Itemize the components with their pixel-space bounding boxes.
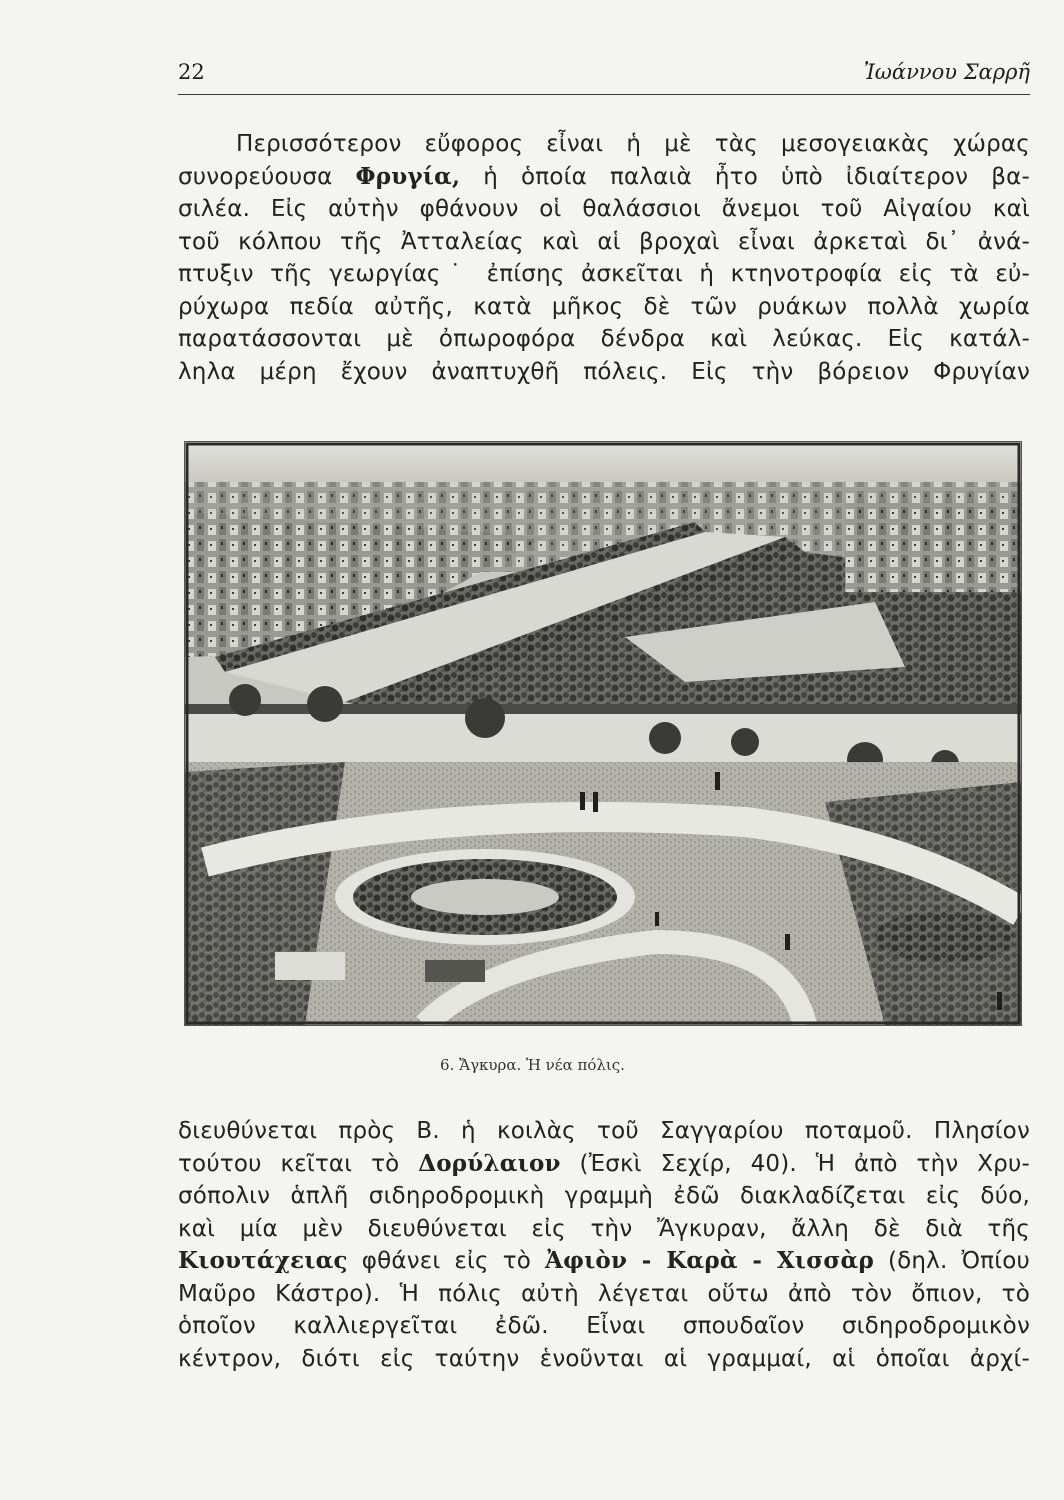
text-line [178, 1310, 1030, 1343]
text-line [178, 1343, 1030, 1376]
text-run: παρατάσσονται μὲ ὀπωροφόρα δένδρα καὶ λεύκας. Εἰς κατάλ- [178, 326, 1030, 352]
text-line [178, 1180, 1030, 1213]
text-line [178, 193, 1030, 226]
running-head-author: Ἰωάννου Σαρρῆ [863, 60, 1030, 84]
text-run: σόπολιν ἁπλῆ σιδηροδρομικὴ γραμμὴ ἐδῶ διακλαδίζεται εἰς δύο, [178, 1183, 1030, 1209]
text-run: τοῦ κόλπου τῆς Ἀτταλείας καὶ αἱ βροχαὶ εἶναι ἀρκεταὶ δι᾿ ἀνά- [178, 228, 1030, 255]
top-paragraph [178, 128, 1030, 388]
text-run: φθάνει εἰς τὸ [347, 1248, 546, 1274]
text-run: σιλέα. Εἰς αὐτὴν φθάνουν οἱ θαλάσσιοι ἄνεμοι τοῦ Αἰγαίου καὶ [178, 196, 1030, 222]
text-run: πτυξιν τῆς γεωργίας˙ ἐπίσης ἀσκεῖται ἡ κτηνοτροφία εἰς τὰ εὐ- [178, 261, 1030, 287]
text-line [178, 1148, 1030, 1181]
bottom-paragraph [178, 1115, 1030, 1375]
text-run: (Ἐσκὶ Σεχίρ, 40). Ἡ ἀπὸ τὴν Χρυ- [560, 1150, 1030, 1177]
text-run: (δηλ. Ὀπίου [873, 1248, 1030, 1274]
text-line [178, 1115, 1030, 1148]
text-run: ληλα μέρη ἔχουν ἀναπτυχθῆ πόλεις. Εἰς τὴν βόρειον Φρυγίαν [178, 358, 1030, 385]
text-run: Μαῦρο Κάστρο). Ἡ πόλις αὐτὴ λέγεται οὕτω ἀπὸ τὸν ὄπιον, τὸ [178, 1280, 1030, 1307]
text-line [178, 323, 1030, 356]
bold-place-name: Ἀφιὸν - Καρὰ - Χισσὰρ [545, 1247, 874, 1274]
text-line [178, 226, 1030, 259]
halftone-photo-ankara [184, 441, 1022, 1026]
text-line [178, 128, 1030, 161]
page-number: 22 [178, 60, 205, 84]
text-line [178, 258, 1030, 291]
text-run: ἡ ὁποία παλαιὰ ἦτο ὑπὸ ἰδιαίτερον βα- [460, 163, 1030, 190]
text-run: ρύχωρα πεδία αὐτῆς, κατὰ μῆκος δὲ τῶν ρυάκων πολλὰ χωρία [178, 293, 1030, 320]
text-run: καὶ μία μὲν διευθύνεται εἰς τὴν Ἄγκυραν, ἄλλη δὲ διὰ τῆς [178, 1215, 1030, 1242]
text-line [178, 291, 1030, 324]
photo-drawing [185, 442, 1021, 1025]
text-run: διευθύνεται πρὸς Β. ἡ κοιλὰς τοῦ Σαγγαρίου ποταμοῦ. Πλησίον [178, 1118, 1030, 1144]
text-line [178, 1245, 1030, 1278]
text-run: τούτου κεῖται τὸ [178, 1150, 419, 1177]
bold-place-name: Φρυγία, [355, 162, 461, 190]
bold-place-name: Κιουτάχειας [178, 1247, 348, 1274]
text-run: κέντρον, διότι εἰς ταύτην ἑνοῦνται αἱ γραμμαί, αἱ ὁποῖαι ἀρχί- [178, 1345, 1030, 1372]
text-line [178, 356, 1030, 389]
text-line [178, 161, 1030, 194]
text-run: Περισσότερον εὔφορος εἶναι ἡ μὲ τὰς μεσογειακὰς χώρας [236, 131, 1030, 157]
text-line [178, 1278, 1030, 1311]
figure-caption: 6. Ἄγκυρα. Ἡ νέα πόλις. [440, 1056, 625, 1074]
text-line [178, 1213, 1030, 1246]
running-head [178, 58, 1030, 95]
text-run: ὁποῖον καλλιεργεῖται ἐδῶ. Εἶναι σπουδαῖον σιδηροδρομικὸν [178, 1313, 1030, 1339]
bold-place-name: Δορύλαιον [418, 1149, 561, 1177]
text-run: συνορεύουσα [178, 163, 356, 190]
